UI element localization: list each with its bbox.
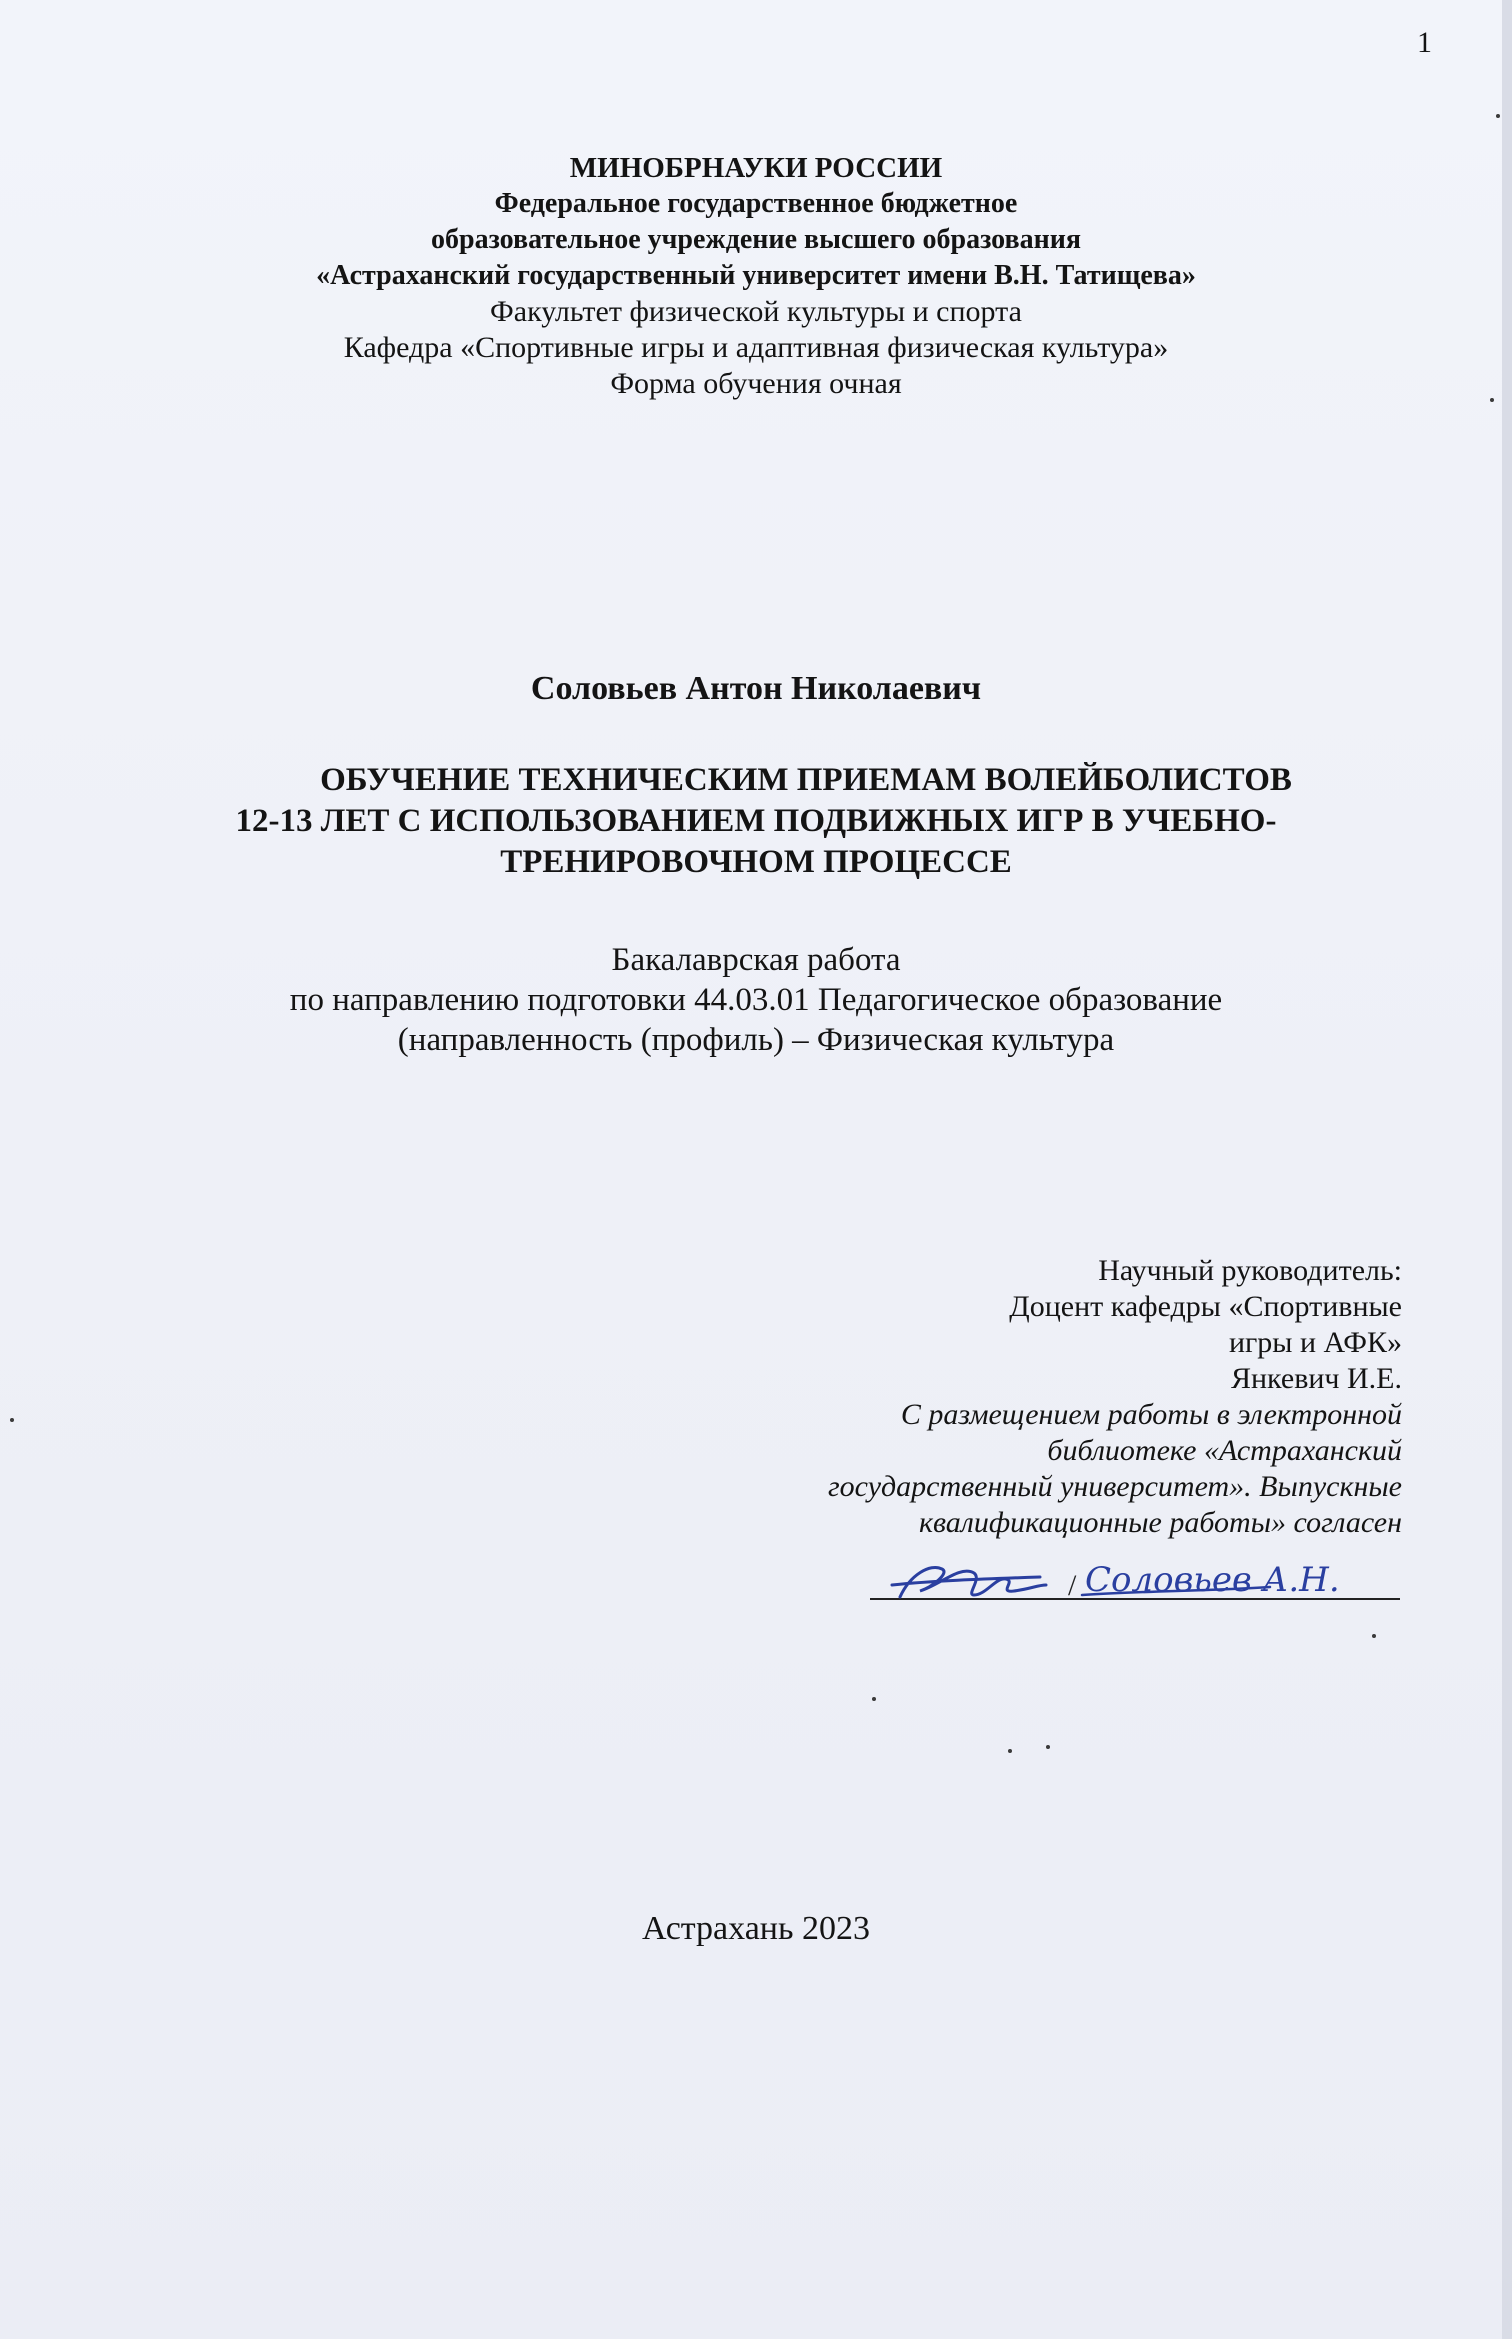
institution-header bbox=[0, 150, 1512, 402]
signature-drawing bbox=[870, 1555, 1400, 1617]
work-direction: по направлению подготовки 44.03.01 Педагогическое образование bbox=[289, 982, 1223, 1018]
title-line-2: 12-13 ЛЕТ С ИСПОЛЬЗОВАНИЕМ ПОДВИЖНЫХ ИГР В УЧЕБНО- bbox=[235, 803, 1277, 839]
consent-line-2: библиотеке «Астраханский bbox=[1047, 1434, 1402, 1467]
department-name: Кафедра «Спортивные игры и адаптивная физическая культура» bbox=[343, 331, 1169, 364]
title-line-3: ТРЕНИРОВОЧНОМ ПРОЦЕССЕ bbox=[500, 844, 1012, 880]
study-form: Форма обучения очная bbox=[610, 367, 902, 400]
faculty-name: Факультет физической культуры и спорта bbox=[490, 295, 1022, 328]
scan-speck bbox=[10, 1418, 14, 1422]
supervisor-name: Янкевич И.Е. bbox=[1230, 1362, 1402, 1395]
signature-area bbox=[870, 1555, 1400, 1617]
author-name: Соловьев Антон Николаевич bbox=[530, 670, 982, 707]
title-line-1: ОБУЧЕНИЕ ТЕХНИЧЕСКИМ ПРИЕМАМ ВОЛЕЙБОЛИСТОВ bbox=[320, 762, 1292, 798]
work-type: Бакалаврская работа bbox=[611, 942, 901, 978]
institution-line-2: образовательное учреждение высшего образования bbox=[431, 224, 1081, 255]
supervisor-label: Научный руководитель: bbox=[1098, 1254, 1402, 1287]
consent-line-3: государственный университет». Выпускные bbox=[827, 1470, 1402, 1503]
supervisor-block bbox=[702, 1253, 1402, 1541]
work-description bbox=[0, 940, 1512, 1060]
work-profile: (направленность (профиль) – Физическая культура bbox=[397, 1022, 1115, 1058]
supervisor-position-2: игры и АФК» bbox=[1228, 1326, 1402, 1359]
institution-line-1: Федеральное государственное бюджетное bbox=[494, 188, 1018, 219]
svg-text:/: / bbox=[1068, 1569, 1077, 1602]
scan-speck bbox=[1372, 1634, 1376, 1638]
consent-line-4: квалификационные работы» согласен bbox=[918, 1506, 1402, 1539]
page-number: 1 bbox=[1417, 26, 1432, 59]
university-name: «Астраханский государственный университет имени В.Н. Татищева» bbox=[316, 260, 1196, 291]
city-year: Астрахань 2023 bbox=[641, 1910, 870, 1947]
scan-speck bbox=[1008, 1749, 1012, 1753]
ministry-name: МИНОБРНАУКИ РОССИИ bbox=[569, 152, 943, 184]
scan-speck bbox=[1046, 1745, 1050, 1749]
scan-speck bbox=[1490, 398, 1494, 402]
scan-speck bbox=[872, 1697, 876, 1701]
student-signature: Соловьев А.Н. bbox=[1085, 1560, 1340, 1600]
supervisor-signature bbox=[892, 1567, 1046, 1597]
supervisor-position-1: Доцент кафедры «Спортивные bbox=[1009, 1290, 1402, 1323]
scan-speck bbox=[1496, 114, 1500, 118]
thesis-title bbox=[0, 760, 1512, 883]
consent-line-1: С размещением работы в электронной bbox=[900, 1398, 1402, 1431]
